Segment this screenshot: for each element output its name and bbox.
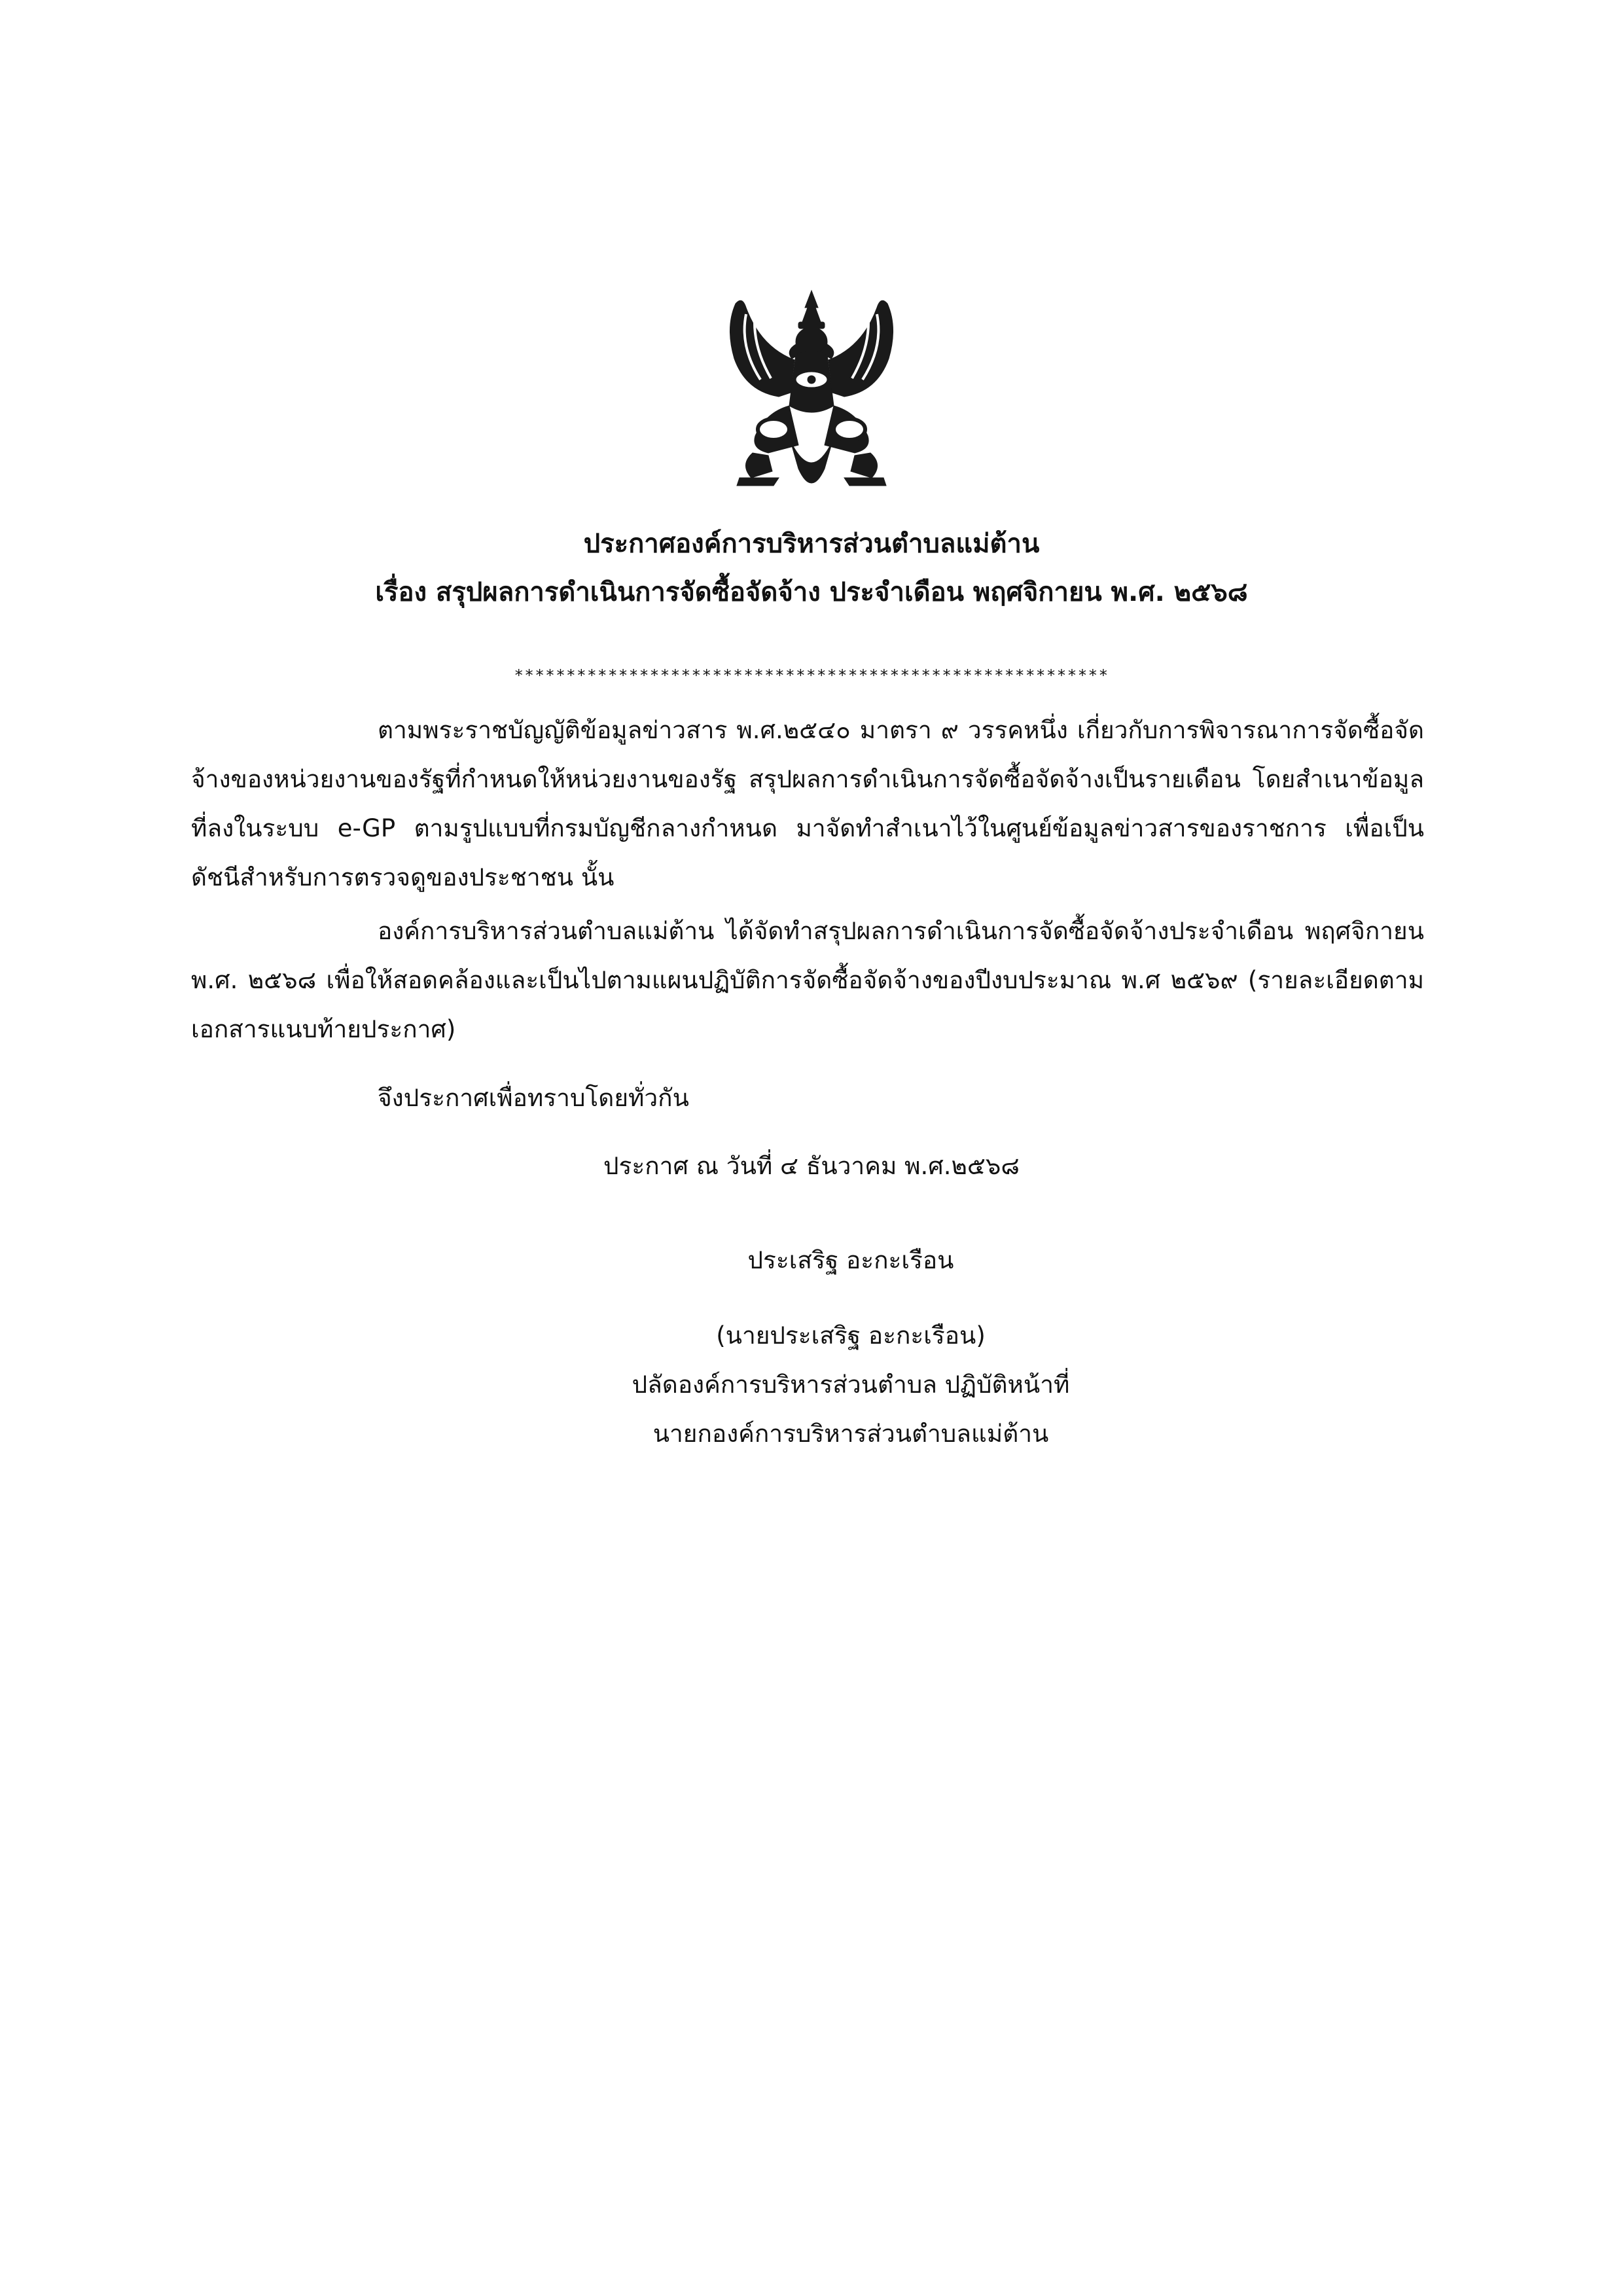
announcement-title: ประกาศองค์การบริหารส่วนตำบลแม่ต้าน [583,529,1040,559]
body-paragraph-2: องค์การบริหารส่วนตำบลแม่ต้าน ได้จัดทำสรุปผลการดำเนินการจัดซื้อจัดจ้างประจำเดือน พฤศจิกายน พ.ศ. ๒๕๖๘ เพื่อให้สอดคล้องและเป็นไปตามแผนปฏิบัติการจัดซื้อจัดจ้างของปีงบประมาณ พ.ศ ๒๕๖๙ (รายละเอียดตามเอกสารแนบท้ายประกาศ) [191,917,1424,1043]
signer-position-2: นายกองค์การบริหารส่วนตำบลแม่ต้าน [652,1420,1049,1448]
body-paragraph-1: ตามพระราชบัญญัติข้อมูลข่าวสาร พ.ศ.๒๕๔๐ มาตรา ๙ วรรคหนึ่ง เกี่ยวกับการพิจารณาการจัดซื้อจัดจ้างของหน่วยงานของรัฐที่กำหนดให้หน่วยงานของรัฐ สรุปผลการดำเนินการจัดซื้อจัดจ้างเป็นรายเดือน โดยสำเนาข้อมูลที่ลงในระบบ e-GP ตามรูปแบบที่กรมบัญชีกลางกำหนด มาจัดทำสำเนาไว้ในศูนย์ข้อมูลข่าวสารของราชการ เพื่อเป็นดัชนีสำหรับการตรวจดูของประชาชน นั้น [191,716,1424,891]
signature-name: ประเสริฐ อะกะเรือน [747,1246,954,1274]
announcement-date: ประกาศ ณ วันที่ ๔ ธันวาคม พ.ศ.๒๕๖๘ [603,1152,1020,1180]
separator-line: ********************************************************* [514,666,1109,685]
garuda-emblem-icon [700,281,923,504]
signer-full-name: (นายประเสริฐ อะกะเรือน) [716,1321,986,1350]
closing-statement: จึงประกาศเพื่อทราบโดยทั่วกัน [378,1084,689,1112]
announcement-subject: เรื่อง สรุปผลการดำเนินการจัดซื้อจัดจ้าง ประจำเดือน พฤศจิกายน พ.ศ. ๒๕๖๘ [375,577,1248,607]
signer-position-1: ปลัดองค์การบริหารส่วนตำบล ปฏิบัติหน้าที่ [632,1371,1070,1399]
